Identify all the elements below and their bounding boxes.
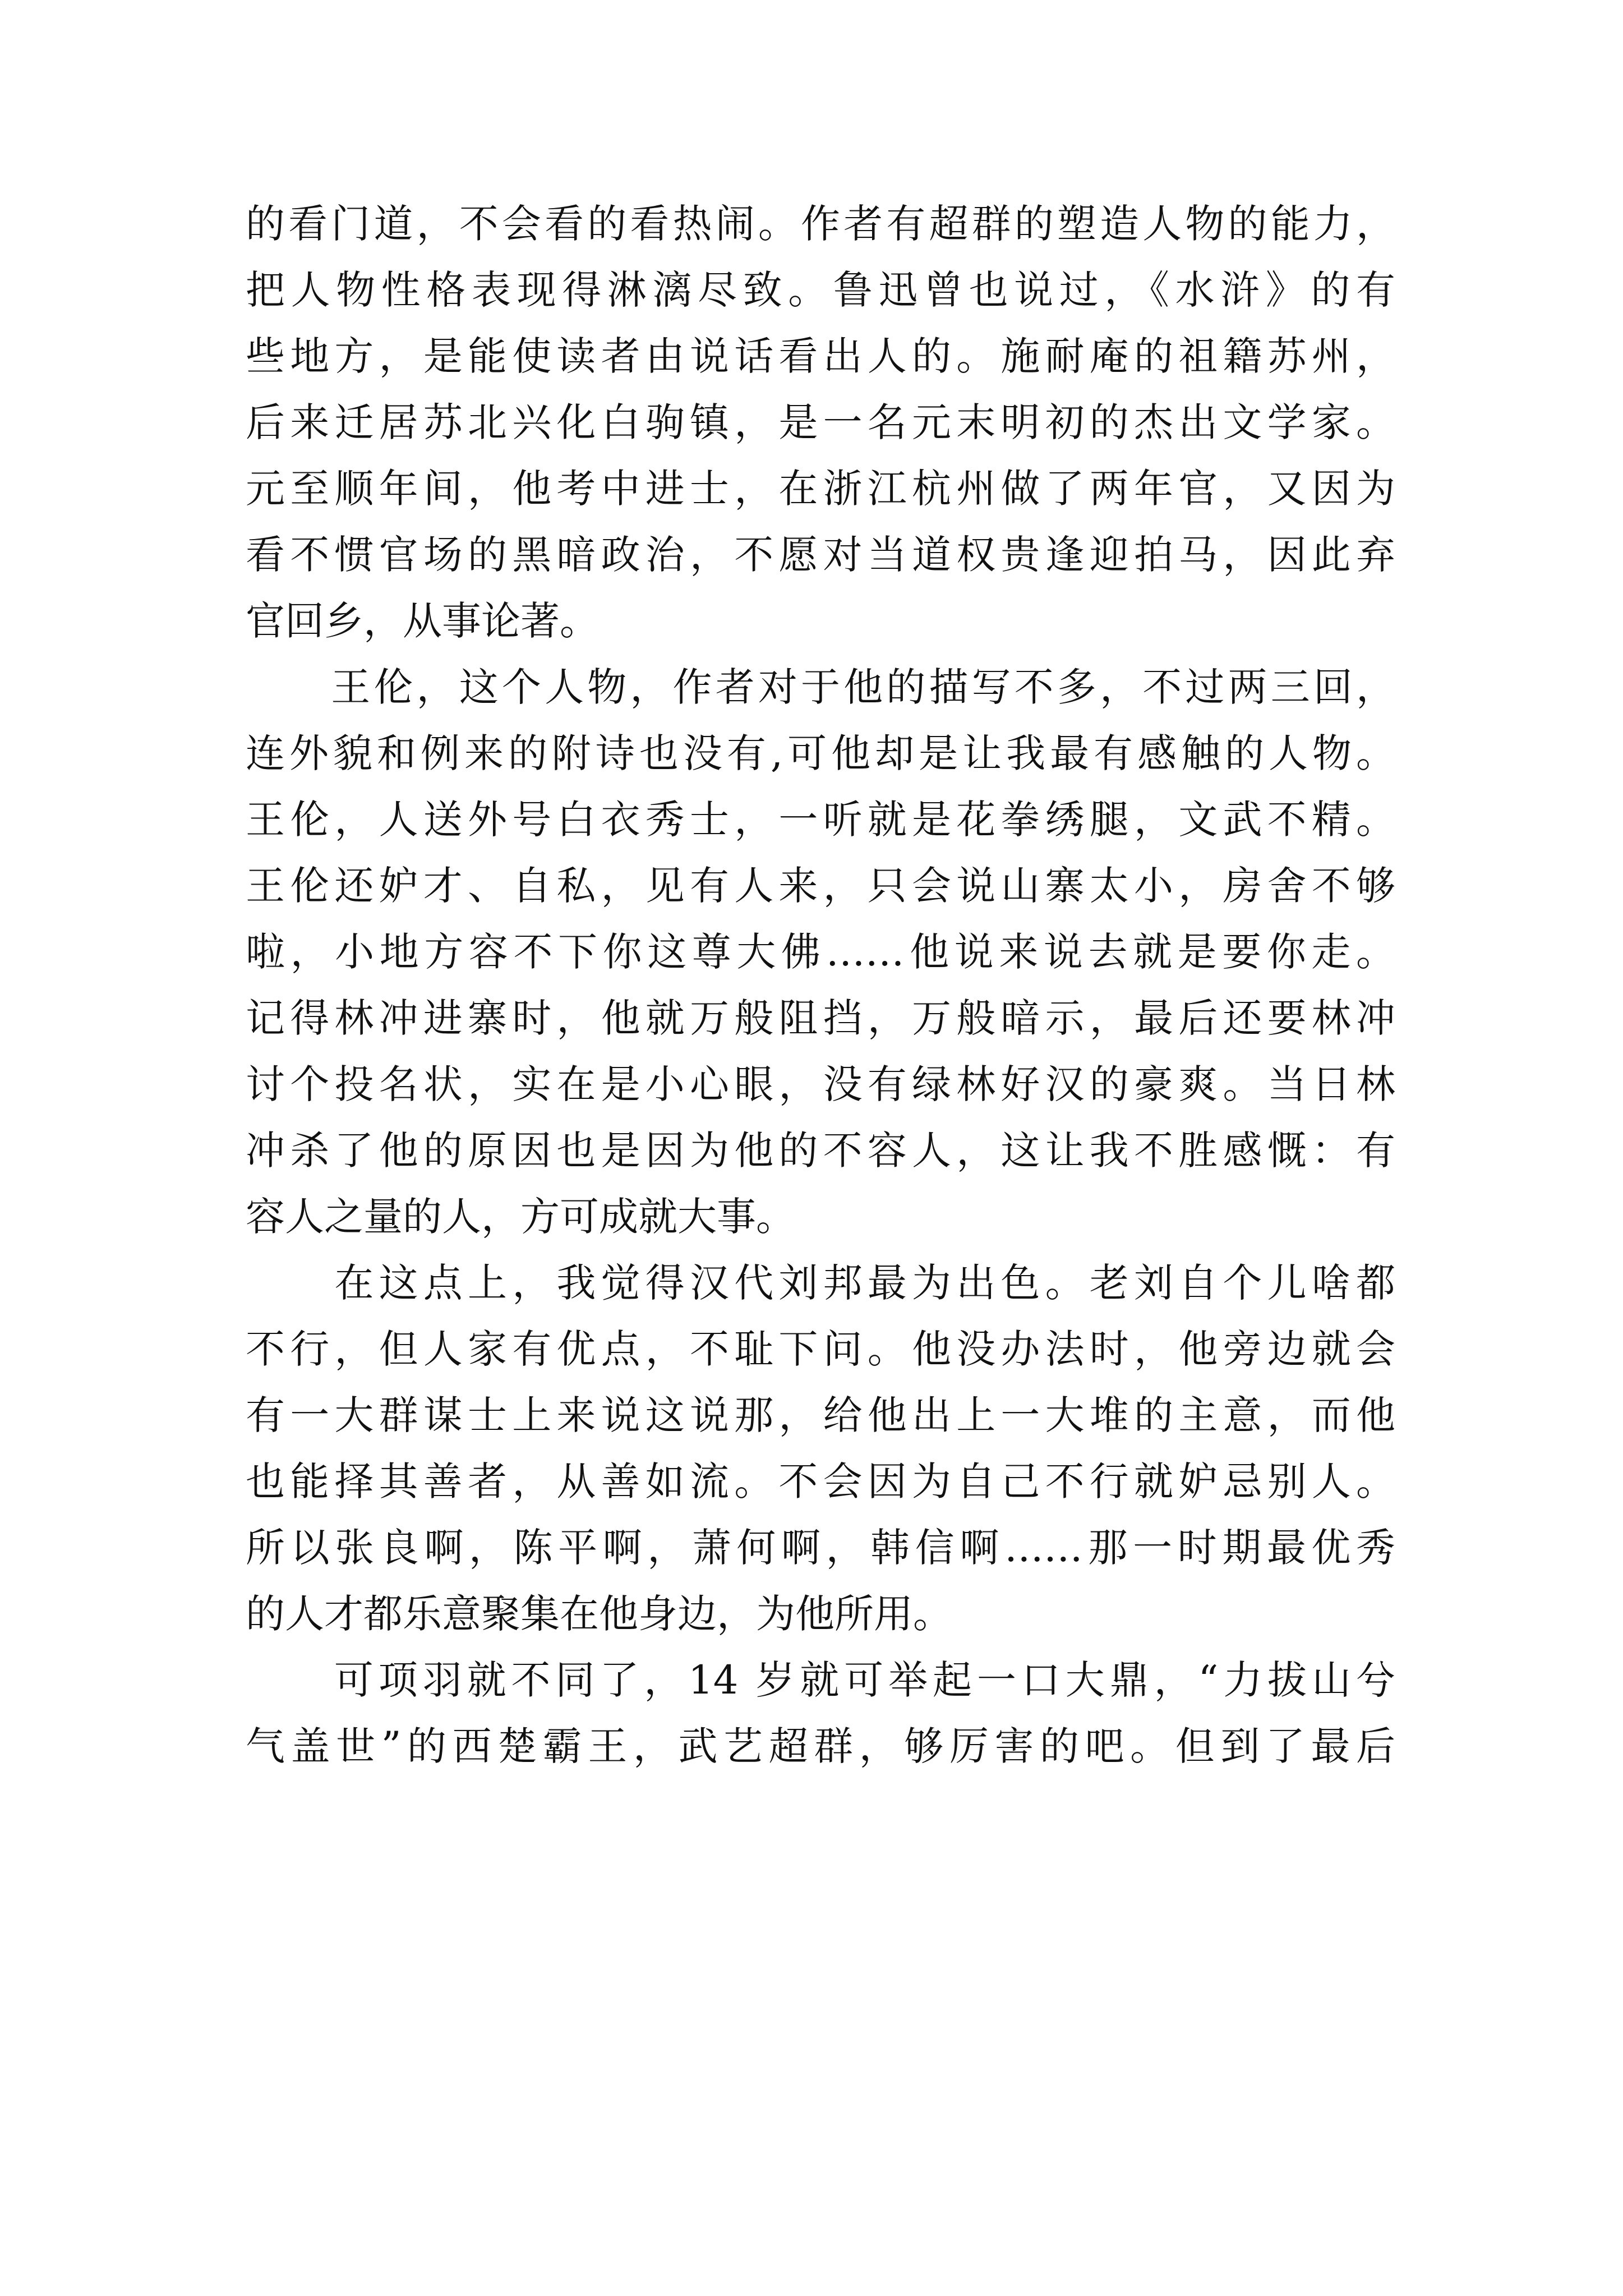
- text-line: 官回乡，从事论著。: [246, 598, 599, 644]
- text-line: 气盖世”的西楚霸王，武艺超群，够厉害的吧。但到了最后: [246, 1723, 1395, 1769]
- text-line: 记得林冲进寨时，他就万般阻挡，万般暗示，最后还要林冲: [246, 995, 1395, 1041]
- text-line: 在这点上，我觉得汉代刘邦最为出色。老刘自个儿啥都: [246, 1260, 1395, 1306]
- text-line: 后来迁居苏北兴化白驹镇，是一名元末明初的杰出文学家。: [246, 399, 1395, 445]
- paragraph: [246, 1250, 1395, 1647]
- body-text: [246, 191, 1395, 1779]
- text-line: 看不惯官场的黑暗政治，不愿对当道权贵逢迎拍马，因此弃: [246, 532, 1395, 578]
- text-line: 不行，但人家有优点，不耻下问。他没办法时，他旁边就会: [246, 1326, 1395, 1372]
- paragraph: [246, 191, 1395, 654]
- text-line: 讨个投名状，实在是小心眼，没有绿林好汉的豪爽。当日林: [246, 1061, 1395, 1107]
- text-line: 些地方，是能使读者由说话看出人的。施耐庵的祖籍苏州，: [246, 333, 1395, 379]
- text-line: 王伦，人送外号白衣秀士，一听就是花拳绣腿，文武不精。: [246, 797, 1395, 843]
- text-line: 的人才都乐意聚集在他身边，为他所用。: [246, 1591, 952, 1637]
- text-line: 啦，小地方容不下你这尊大佛……他说来说去就是要你走。: [246, 929, 1395, 975]
- text-line: 冲杀了他的原因也是因为他的不容人，这让我不胜感慨：有: [246, 1128, 1395, 1174]
- text-line: 王伦还妒才、自私，见有人来，只会说山寨太小，房舍不够: [246, 863, 1395, 909]
- text-line: 有一大群谋士上来说这说那，给他出上一大堆的主意，而他: [246, 1392, 1395, 1438]
- text-line: 所以张良啊，陈平啊，萧何啊，韩信啊……那一时期最优秀: [246, 1525, 1395, 1571]
- text-line: 元至顺年间，他考中进士，在浙江杭州做了两年官，又因为: [246, 466, 1395, 512]
- text-line: 也能择其善者，从善如流。不会因为自己不行就妒忌别人。: [246, 1458, 1395, 1504]
- paragraph: [246, 654, 1395, 1250]
- text-line: 容人之量的人，方可成就大事。: [246, 1194, 795, 1240]
- paragraph: [246, 1647, 1395, 1779]
- text-line: 连外貌和例来的附诗也没有,可他却是让我最有感触的人物。: [246, 730, 1395, 776]
- text-line: 王伦，这个人物，作者对于他的描写不多，不过两三回，: [246, 664, 1395, 710]
- text-line: 可项羽就不同了，14 岁就可举起一口大鼎，“力拔山兮: [246, 1657, 1395, 1703]
- text-line: 把人物性格表现得淋漓尽致。鲁迅曾也说过，《水浒》的有: [246, 267, 1395, 313]
- text-line: 的看门道，不会看的看热闹。作者有超群的塑造人物的能力，: [246, 201, 1395, 247]
